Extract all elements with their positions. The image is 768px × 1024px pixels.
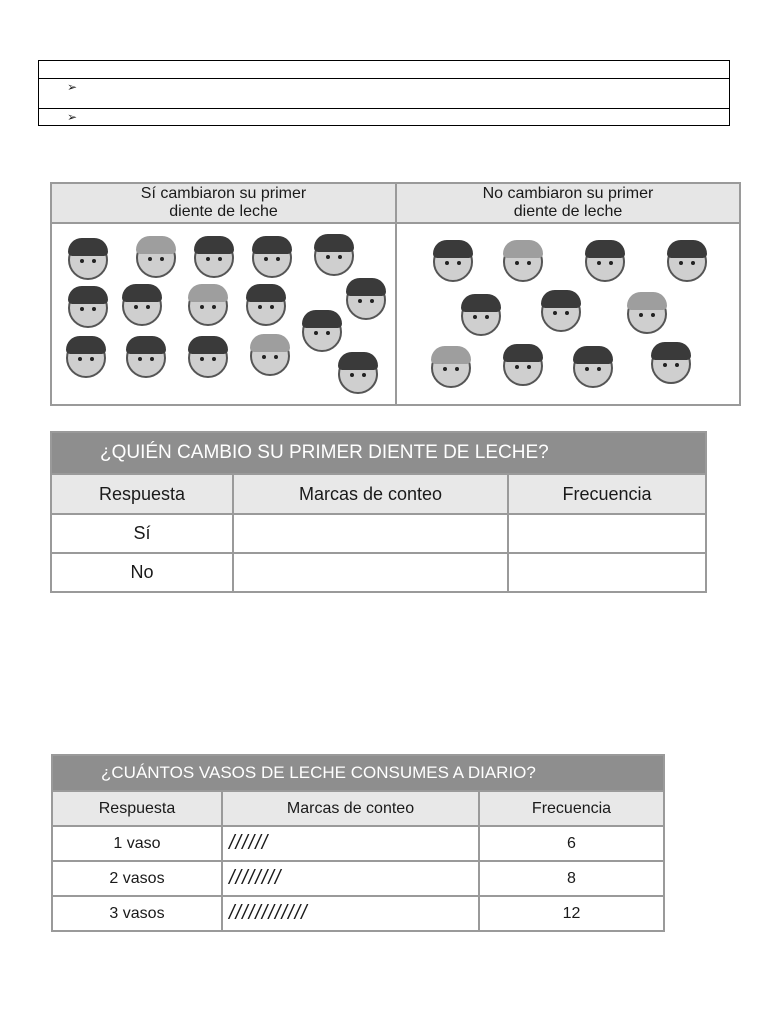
column-header: Marcas de conteo	[222, 791, 479, 826]
top-box-row-1	[39, 78, 729, 109]
child-face-icon	[250, 336, 290, 376]
top-box-row-2	[39, 108, 729, 127]
child-face-icon	[573, 348, 613, 388]
column-header: Marcas de conteo	[233, 474, 508, 514]
table-row	[51, 514, 706, 553]
child-face-icon	[188, 286, 228, 326]
child-face-icon	[461, 296, 501, 336]
respuesta-cell: 1 vaso	[52, 826, 222, 861]
child-face-icon	[503, 346, 543, 386]
child-face-icon	[314, 236, 354, 276]
milk-glasses-table	[51, 754, 665, 932]
child-face-icon	[66, 338, 106, 378]
faces-header-yes: Sí cambiaron su primer diente de leche	[52, 184, 395, 224]
child-face-icon	[136, 238, 176, 278]
faces-column-no	[397, 184, 739, 404]
respuesta-cell: 2 vasos	[52, 861, 222, 896]
tooth-change-table	[50, 431, 707, 593]
child-face-icon	[667, 242, 707, 282]
table-title: ¿QUIÉN CAMBIO SU PRIMER DIENTE DE LECHE?	[51, 432, 706, 474]
child-face-icon	[194, 238, 234, 278]
child-face-icon	[651, 344, 691, 384]
marcas-cell[interactable]	[233, 514, 508, 553]
tally-marks-cell: ////////////	[222, 896, 479, 931]
frecuencia-cell: 6	[479, 826, 664, 861]
child-face-icon	[433, 242, 473, 282]
column-header: Frecuencia	[508, 474, 706, 514]
column-header: Respuesta	[52, 791, 222, 826]
child-face-icon	[68, 288, 108, 328]
child-face-icon	[346, 280, 386, 320]
frecuencia-cell[interactable]	[508, 553, 706, 592]
child-face-icon	[252, 238, 292, 278]
child-face-icon	[541, 292, 581, 332]
table-row	[52, 861, 664, 896]
child-face-icon	[246, 286, 286, 326]
child-face-icon	[122, 286, 162, 326]
frecuencia-cell[interactable]	[508, 514, 706, 553]
table-row	[51, 553, 706, 592]
arrow-bullet-icon: ➢	[67, 110, 78, 124]
table-row	[52, 896, 664, 931]
table-title: ¿CUÁNTOS VASOS DE LECHE CONSUMES A DIARIO?	[52, 755, 664, 791]
child-face-icon	[302, 312, 342, 352]
faces-table	[50, 182, 741, 406]
faces-header-no: No cambiaron su primer diente de leche	[397, 184, 739, 224]
column-header: Respuesta	[51, 474, 233, 514]
faces-column-yes	[52, 184, 397, 404]
child-face-icon	[338, 354, 378, 394]
arrow-bullet-icon: ➢	[67, 80, 78, 94]
child-face-icon	[585, 242, 625, 282]
tally-marks-cell: //////	[222, 826, 479, 861]
child-face-icon	[68, 240, 108, 280]
marcas-cell[interactable]	[233, 553, 508, 592]
child-face-icon	[627, 294, 667, 334]
child-face-icon	[126, 338, 166, 378]
column-header: Frecuencia	[479, 791, 664, 826]
tally-marks-cell: ////////	[222, 861, 479, 896]
frecuencia-cell: 12	[479, 896, 664, 931]
child-face-icon	[503, 242, 543, 282]
respuesta-cell: 3 vasos	[52, 896, 222, 931]
frecuencia-cell: 8	[479, 861, 664, 896]
child-face-icon	[431, 348, 471, 388]
respuesta-cell: Sí	[51, 514, 233, 553]
child-face-icon	[188, 338, 228, 378]
top-blank-box	[38, 60, 730, 126]
respuesta-cell: No	[51, 553, 233, 592]
table-row	[52, 826, 664, 861]
